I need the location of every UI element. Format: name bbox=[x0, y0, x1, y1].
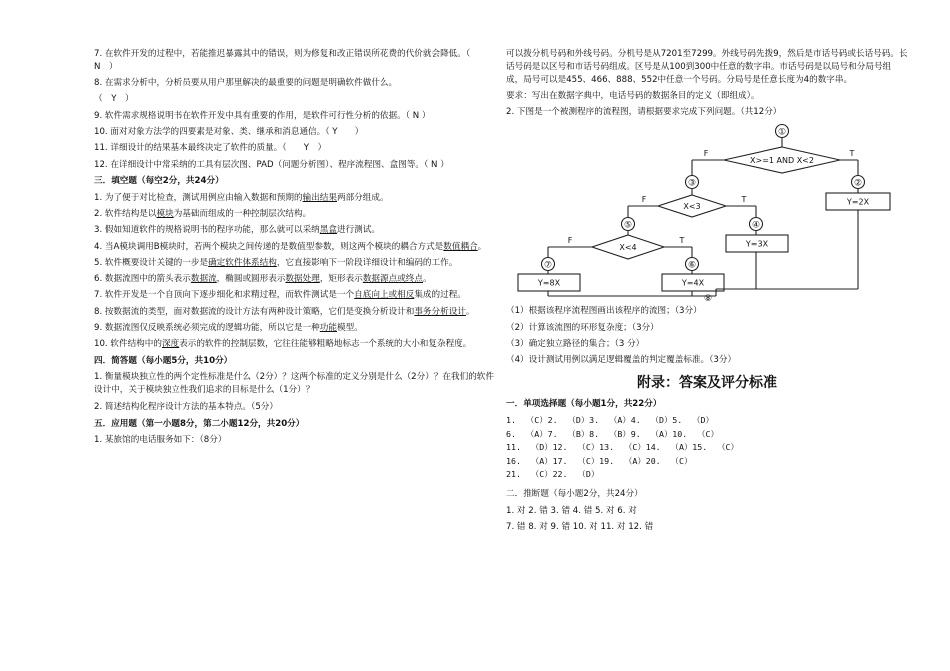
node-2-label: ② bbox=[853, 178, 863, 189]
fill-answer-4: 数值耦合 bbox=[443, 241, 478, 252]
tf-question-11: 11. 详细设计的结果基本最终决定了软件的质量。（ Y ） bbox=[94, 143, 327, 154]
true-label-2: T bbox=[741, 195, 747, 205]
tf-question-8: 8. 在需求分析中，分析员要从用户那里解决的最重要的问题是明确软件做什么。 bbox=[94, 78, 398, 89]
node-4-label: ④ bbox=[751, 220, 761, 231]
node-8-label: ⑧ bbox=[704, 294, 713, 305]
section-application-heading: 五．应用题（第一小题8分，第二小题12分，共20分） bbox=[94, 418, 305, 429]
answer-row: 1. （C）2. （D）3. （A）4. （D）5. （D） bbox=[506, 415, 714, 426]
fill-question-10: 10. 软件结构中的深度表示的软件的控制层数，它往往能够粗略地标志一个系统的大小和复杂程度。 bbox=[94, 339, 472, 350]
answer-single-choice-heading: 一．单项选择题（每小题1分，共22分） bbox=[506, 398, 662, 409]
process-y-4x-label: Y=4X bbox=[681, 278, 705, 288]
true-label-3: T bbox=[679, 236, 685, 246]
section-short-answer-heading: 四．简答题（每小题5分，共10分） bbox=[94, 356, 233, 367]
fill-answer-9: 功能 bbox=[319, 323, 337, 333]
answer-row: 6. （A）7. （B）8. （B）9. （A）10. （C） bbox=[506, 428, 719, 439]
fill-answer-3: 黑盒 bbox=[319, 225, 337, 236]
fill-question-7: 7. 软件开发是一个自顶向下逐步细化和求精过程，而软件测试是一个自底向上或相反集成的过程。 bbox=[94, 290, 466, 301]
process-y-8x-label: Y=8X bbox=[537, 278, 561, 288]
fill-answer-5: 确定软件体系结构 bbox=[208, 257, 277, 268]
fill-answer-6c: 数据源点或终点 bbox=[362, 274, 423, 285]
flow-question-2: （2）计算该流图的环形复杂度；（3分） bbox=[506, 322, 659, 333]
node-5-label: ⑤ bbox=[623, 220, 633, 231]
tf-question-12: 12. 在详细设计中常采纳的工具有层次图、PAD（问题分析图）、程序流程图、盒图等。（ N ） bbox=[94, 159, 449, 170]
node-3-label: ③ bbox=[687, 178, 697, 189]
flow-question-4: （4）设计测试用例以满足逻辑覆盖的判定覆盖标准。（3分） bbox=[506, 355, 737, 366]
fill-answer-10: 深度 bbox=[161, 339, 180, 350]
tf-question-10: 10. 面对对象方法学的四要素是对象、类、继承和消息通信。（ Y ） bbox=[94, 127, 364, 138]
false-label-3: F bbox=[567, 236, 573, 246]
fill-question-5: 5. 软件概要设计关键的一步是确定软件体系结构，它直接影响下一阶段详细设计和编码的工作。 bbox=[94, 257, 458, 268]
decision-3-label: X<4 bbox=[619, 243, 637, 253]
fill-answer-6a: 数据流 bbox=[190, 274, 217, 285]
false-label-2: F bbox=[641, 195, 647, 205]
true-false-answers-2: 7. 错 8. 对 9. 错 10. 对 11. 对 12. 错 bbox=[506, 522, 654, 532]
application-question-1: 1. 某旅馆的电话服务如下：（8分） bbox=[94, 434, 227, 445]
phone-service-description: 可以拨分机号码和外线号码。分机号是从7201至7299。外线号码先拨9，然后是市话号码或长话号码。长话号码是以区号和市话号码组成。区号是从100到300中任意的数字串。市话号码是以局号和分局号组成，局号可以是455、466、888、552中任意一个号码。分局号是任意长度为4的数字串。 bbox=[506, 49, 908, 85]
tf-question-7: 7. 在软件开发的过程中，若能推迟暴露其中的错误，则为修复和改正错误所花费的代价就会降低。（ N ） bbox=[94, 49, 479, 72]
application-question-2: 2. 下图是一个被测程序的流程图，请根据要求完成下列问题。（共12分） bbox=[506, 107, 782, 118]
right-column bbox=[506, 48, 908, 537]
section-fill-in-heading: 三．填空题（每空2分，共24分） bbox=[94, 176, 224, 187]
answer-row: 16. （A）17. （C）19. （A）20. （C） bbox=[506, 455, 693, 466]
node-1-label: ① bbox=[777, 127, 787, 138]
tf-question-9: 9. 软件需求规格说明书在软件开发中具有重要的作用，是软件可行性分析的依据。（ N ） bbox=[94, 110, 431, 121]
node-6-label: ⑥ bbox=[687, 260, 697, 271]
fill-question-3: 3. 假如知道软件的规格说明书的程序功能，那么就可以采纳黑盒进行测试。 bbox=[94, 225, 380, 236]
fill-answer-8: 事务分析设计 bbox=[414, 306, 466, 317]
short-question-2: 2. 简述结构化程序设计方法的基本特点。（5分） bbox=[94, 401, 278, 412]
true-label-1: T bbox=[849, 149, 855, 159]
fill-question-1: 1. 为了便于对比检查，测试用例应由输入数据和预期的输出结果两部分组成。 bbox=[94, 192, 389, 203]
answer-row: 21. （C）22. （D） bbox=[506, 469, 600, 479]
left-column bbox=[94, 48, 494, 450]
fill-answer-6b: 数据处理 bbox=[285, 274, 320, 285]
fill-question-4: 4. 当A模块调用B模块时，若两个模块之间传递的是数值型参数，则这两个模块的耦合方式是数值耦合。 bbox=[94, 241, 487, 252]
phone-requirement: 要求：写出在数据字典中，电话号码的数据条目的定义（即组成）。 bbox=[506, 91, 760, 102]
decision-2-label: X<3 bbox=[683, 202, 701, 212]
fill-question-2: 2. 软件结构是以模块为基础而组成的一种控制层次结构。 bbox=[94, 209, 312, 220]
fill-question-8: 8. 按数据流的类型，面对数据流的设计方法有两种设计策略，它们是变换分析设计和事务分析设计。 bbox=[94, 306, 475, 317]
answer-row: 11. （D）12. （C）13. （C）14. （A）15. （C） bbox=[506, 442, 739, 453]
appendix-title: 附录：答案及评分标准 bbox=[637, 374, 777, 391]
process-y-2x-label: Y=2X bbox=[846, 197, 870, 207]
node-7-label: ⑦ bbox=[543, 260, 553, 271]
flow-question-1: （1）根据该程序流程图画出该程序的流图；（3分） bbox=[506, 306, 702, 317]
fill-question-9: 9. 数据流图仅反映系统必须完成的逻辑功能，所以它是一种功能模型。 bbox=[94, 323, 363, 333]
decision-1-label: X>=1 AND X<2 bbox=[750, 156, 814, 166]
flow-question-3: （3）确定独立路径的集合；（3 分） bbox=[506, 338, 645, 349]
process-y-3x-label: Y=3X bbox=[745, 239, 769, 249]
fill-answer-2: 模块 bbox=[156, 209, 174, 220]
fill-answer-1: 输出结果 bbox=[302, 192, 337, 203]
true-false-answers-1: 1. 对 2. 错 3. 错 4. 错 5. 对 6. 对 bbox=[506, 505, 637, 516]
false-label-1: F bbox=[703, 149, 709, 159]
program-flowchart bbox=[516, 123, 896, 301]
fill-question-6: 6. 数据流图中的箭头表示数据流，椭圆或圆形表示数据处理，矩形表示数据源点或终点。 bbox=[94, 274, 432, 285]
tf-answer-8: （ Y ） bbox=[94, 94, 134, 105]
short-question-1: 1. 衡量模块独立性的两个定性标准是什么（2分）？这两个标准的定义分别是什么（2分）？在我们的软件设计中，关于模块独立性我们追求的目标是什么（1分）？ bbox=[94, 372, 494, 396]
answer-true-false-heading: 二．推断题（每小题2分，共24分） bbox=[506, 489, 643, 500]
fill-answer-7: 自底向上或相反 bbox=[354, 290, 415, 301]
